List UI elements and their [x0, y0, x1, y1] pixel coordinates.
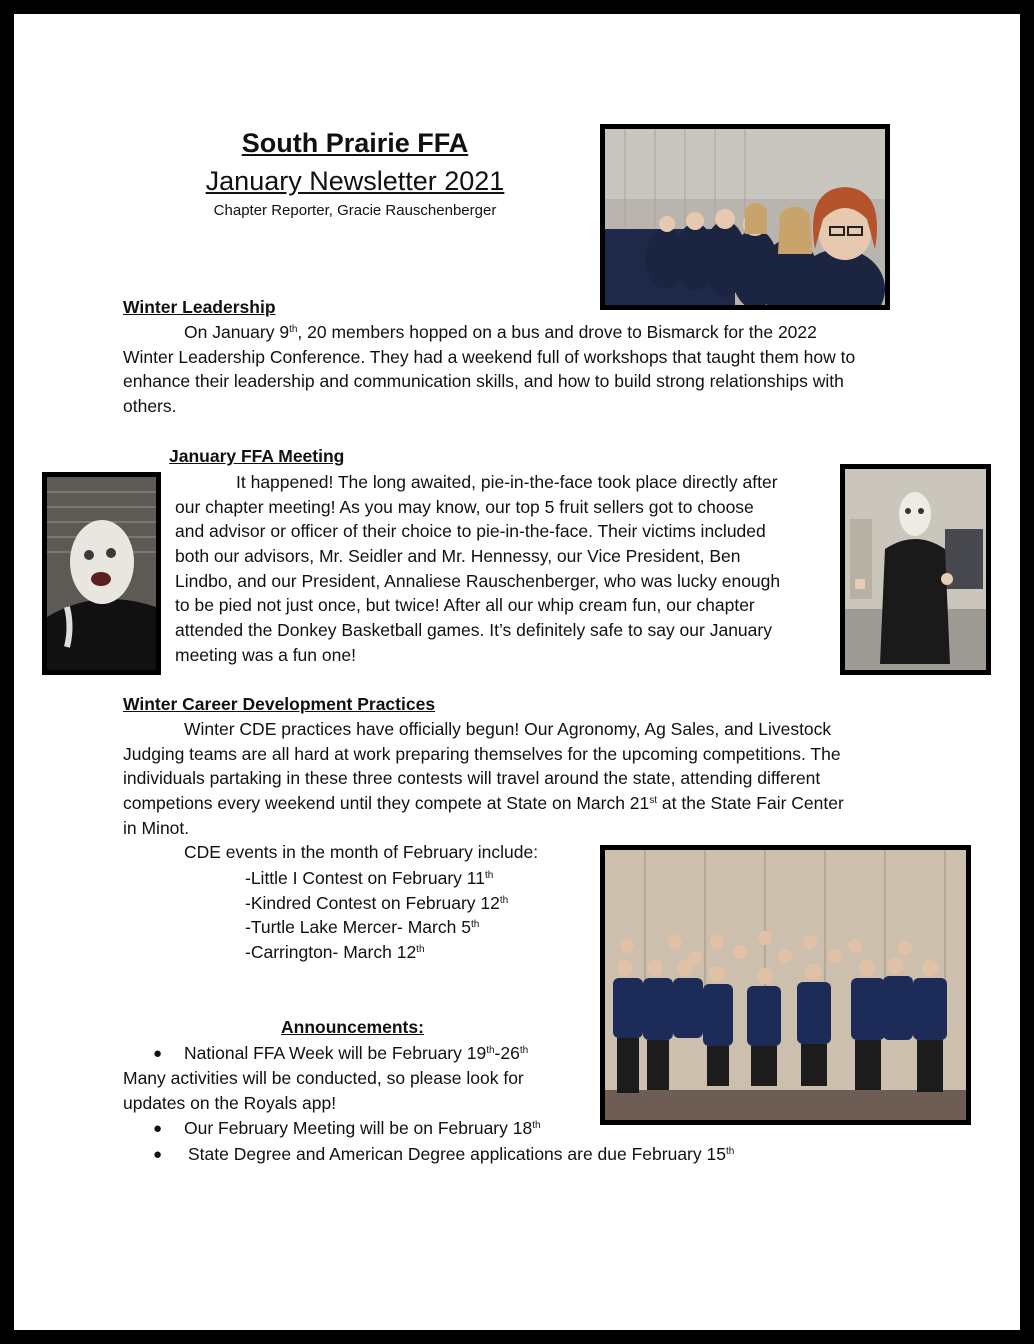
cde-event-text: -Turtle Lake Mercer- March 5 [245, 917, 471, 938]
january-meeting-heading: January FFA Meeting [169, 446, 345, 466]
bullet-icon: ● [153, 1146, 163, 1163]
cde-line-5: in Minot. [123, 817, 190, 838]
wl-line-1b: , 20 members hopped on a bus and drove to Bismarck for the 2022 [297, 322, 817, 342]
pied-student-photo [840, 464, 991, 675]
cde-line-2: Judging teams are all hard at work preparing themselves for the upcoming competitions. The [123, 743, 841, 764]
reporter-credit: Chapter Reporter, Gracie Rauschenberger [213, 202, 497, 219]
a1-mid: -26 [494, 1043, 520, 1063]
jm-line: Lindbo, and our President, Annaliese Rauschenberger, who was lucky enough [175, 570, 781, 591]
a1-cont-2: updates on the Royals app! [123, 1092, 337, 1113]
org-title: South Prairie FFA [241, 128, 469, 158]
wl-line-3: enhance their leadership and communication skills, and how to build strong relationships with [123, 371, 844, 392]
cde-body [123, 717, 844, 865]
announcement-1 [184, 1041, 528, 1066]
a2-text: Our February Meeting will be on February 18 [184, 1118, 533, 1138]
cde-event-sup: th [484, 870, 494, 881]
a3-text: State Degree and American Degree applications are due February 15 [188, 1144, 726, 1164]
selfie-photo [600, 124, 890, 310]
a1-cont-1: Many activities will be conducted, so please look for [123, 1068, 524, 1088]
jm-line: and advisor or officer of their choice to pie-in-the-face. Their victims included [175, 521, 766, 542]
winter-leadership-heading: Winter Leadership [123, 297, 276, 317]
jm-line: to be pied not just once, but twice! After all our whip cream fun, our chapter [175, 595, 755, 616]
wl-sup: th [289, 324, 298, 335]
cde-events-intro: CDE events in the month of February include: [184, 842, 539, 863]
group-photo [600, 845, 971, 1125]
announcement-2 [184, 1116, 541, 1141]
cde-line-4b: at the State Fair Center [657, 793, 844, 814]
cde-line-1: Winter CDE practices have officially begun! Our Agronomy, Ag Sales, and Livestock [184, 719, 832, 739]
january-meeting-body [175, 470, 780, 668]
cde-sup: st [649, 795, 658, 807]
cde-event-item [245, 915, 508, 940]
jm-line: both our advisors, Mr. Seidler and Mr. Hennessy, our Vice President, Ben [175, 546, 741, 567]
a3-sup: th [725, 1146, 735, 1157]
cde-event-text: -Little I Contest on February 11 [245, 868, 485, 888]
wl-line-2: Winter Leadership Conference. They had a weekend full of workshops that taught them how to [123, 346, 856, 367]
a1-sup2: th [519, 1045, 529, 1056]
newsletter-title: January Newsletter 2021 [205, 166, 505, 196]
cde-event-sup: th [499, 894, 509, 906]
wl-line-1a: On January 9 [184, 322, 290, 342]
cde-event-sup: th [470, 919, 480, 931]
bullet-icon: ● [153, 1045, 163, 1062]
jm-line: meeting was a fun one! [175, 644, 356, 665]
cde-event-item [245, 940, 508, 965]
announcement-3 [188, 1142, 734, 1167]
cde-heading: Winter Career Development Practices [123, 694, 436, 714]
jm-line: attended the Donkey Basketball games. It’s definitely safe to say our January [175, 620, 772, 641]
bullet-icon: ● [153, 1120, 163, 1137]
cde-event-text: -Carrington- March 12 [245, 942, 417, 963]
cde-line-3: individuals partaking in these three contests will travel around the state, attending different [123, 768, 821, 789]
cde-event-text: -Kindred Contest on February 12 [245, 892, 500, 913]
a2-sup: th [532, 1120, 541, 1131]
cde-line-4a: competions every weekend until they compete at State on March 21 [123, 793, 650, 814]
jm-line: It happened! The long awaited, pie-in-the-face took place directly after [236, 472, 778, 492]
pied-advisor-photo [42, 472, 161, 675]
jm-line: our chapter meeting! As you may know, our top 5 fruit sellers got to choose [175, 496, 754, 517]
cde-event-item [245, 891, 508, 916]
announcements-heading: Announcements: [281, 1017, 424, 1037]
announcement-1-continued [123, 1066, 524, 1115]
wl-line-4: others. [123, 396, 177, 417]
cde-event-sup: th [416, 944, 425, 956]
a1-text: National FFA Week will be February 19 [184, 1043, 487, 1063]
a1-sup1: th [486, 1045, 495, 1056]
winter-leadership-body [123, 320, 855, 419]
cde-event-item [245, 866, 508, 891]
cde-events-list [245, 866, 508, 965]
